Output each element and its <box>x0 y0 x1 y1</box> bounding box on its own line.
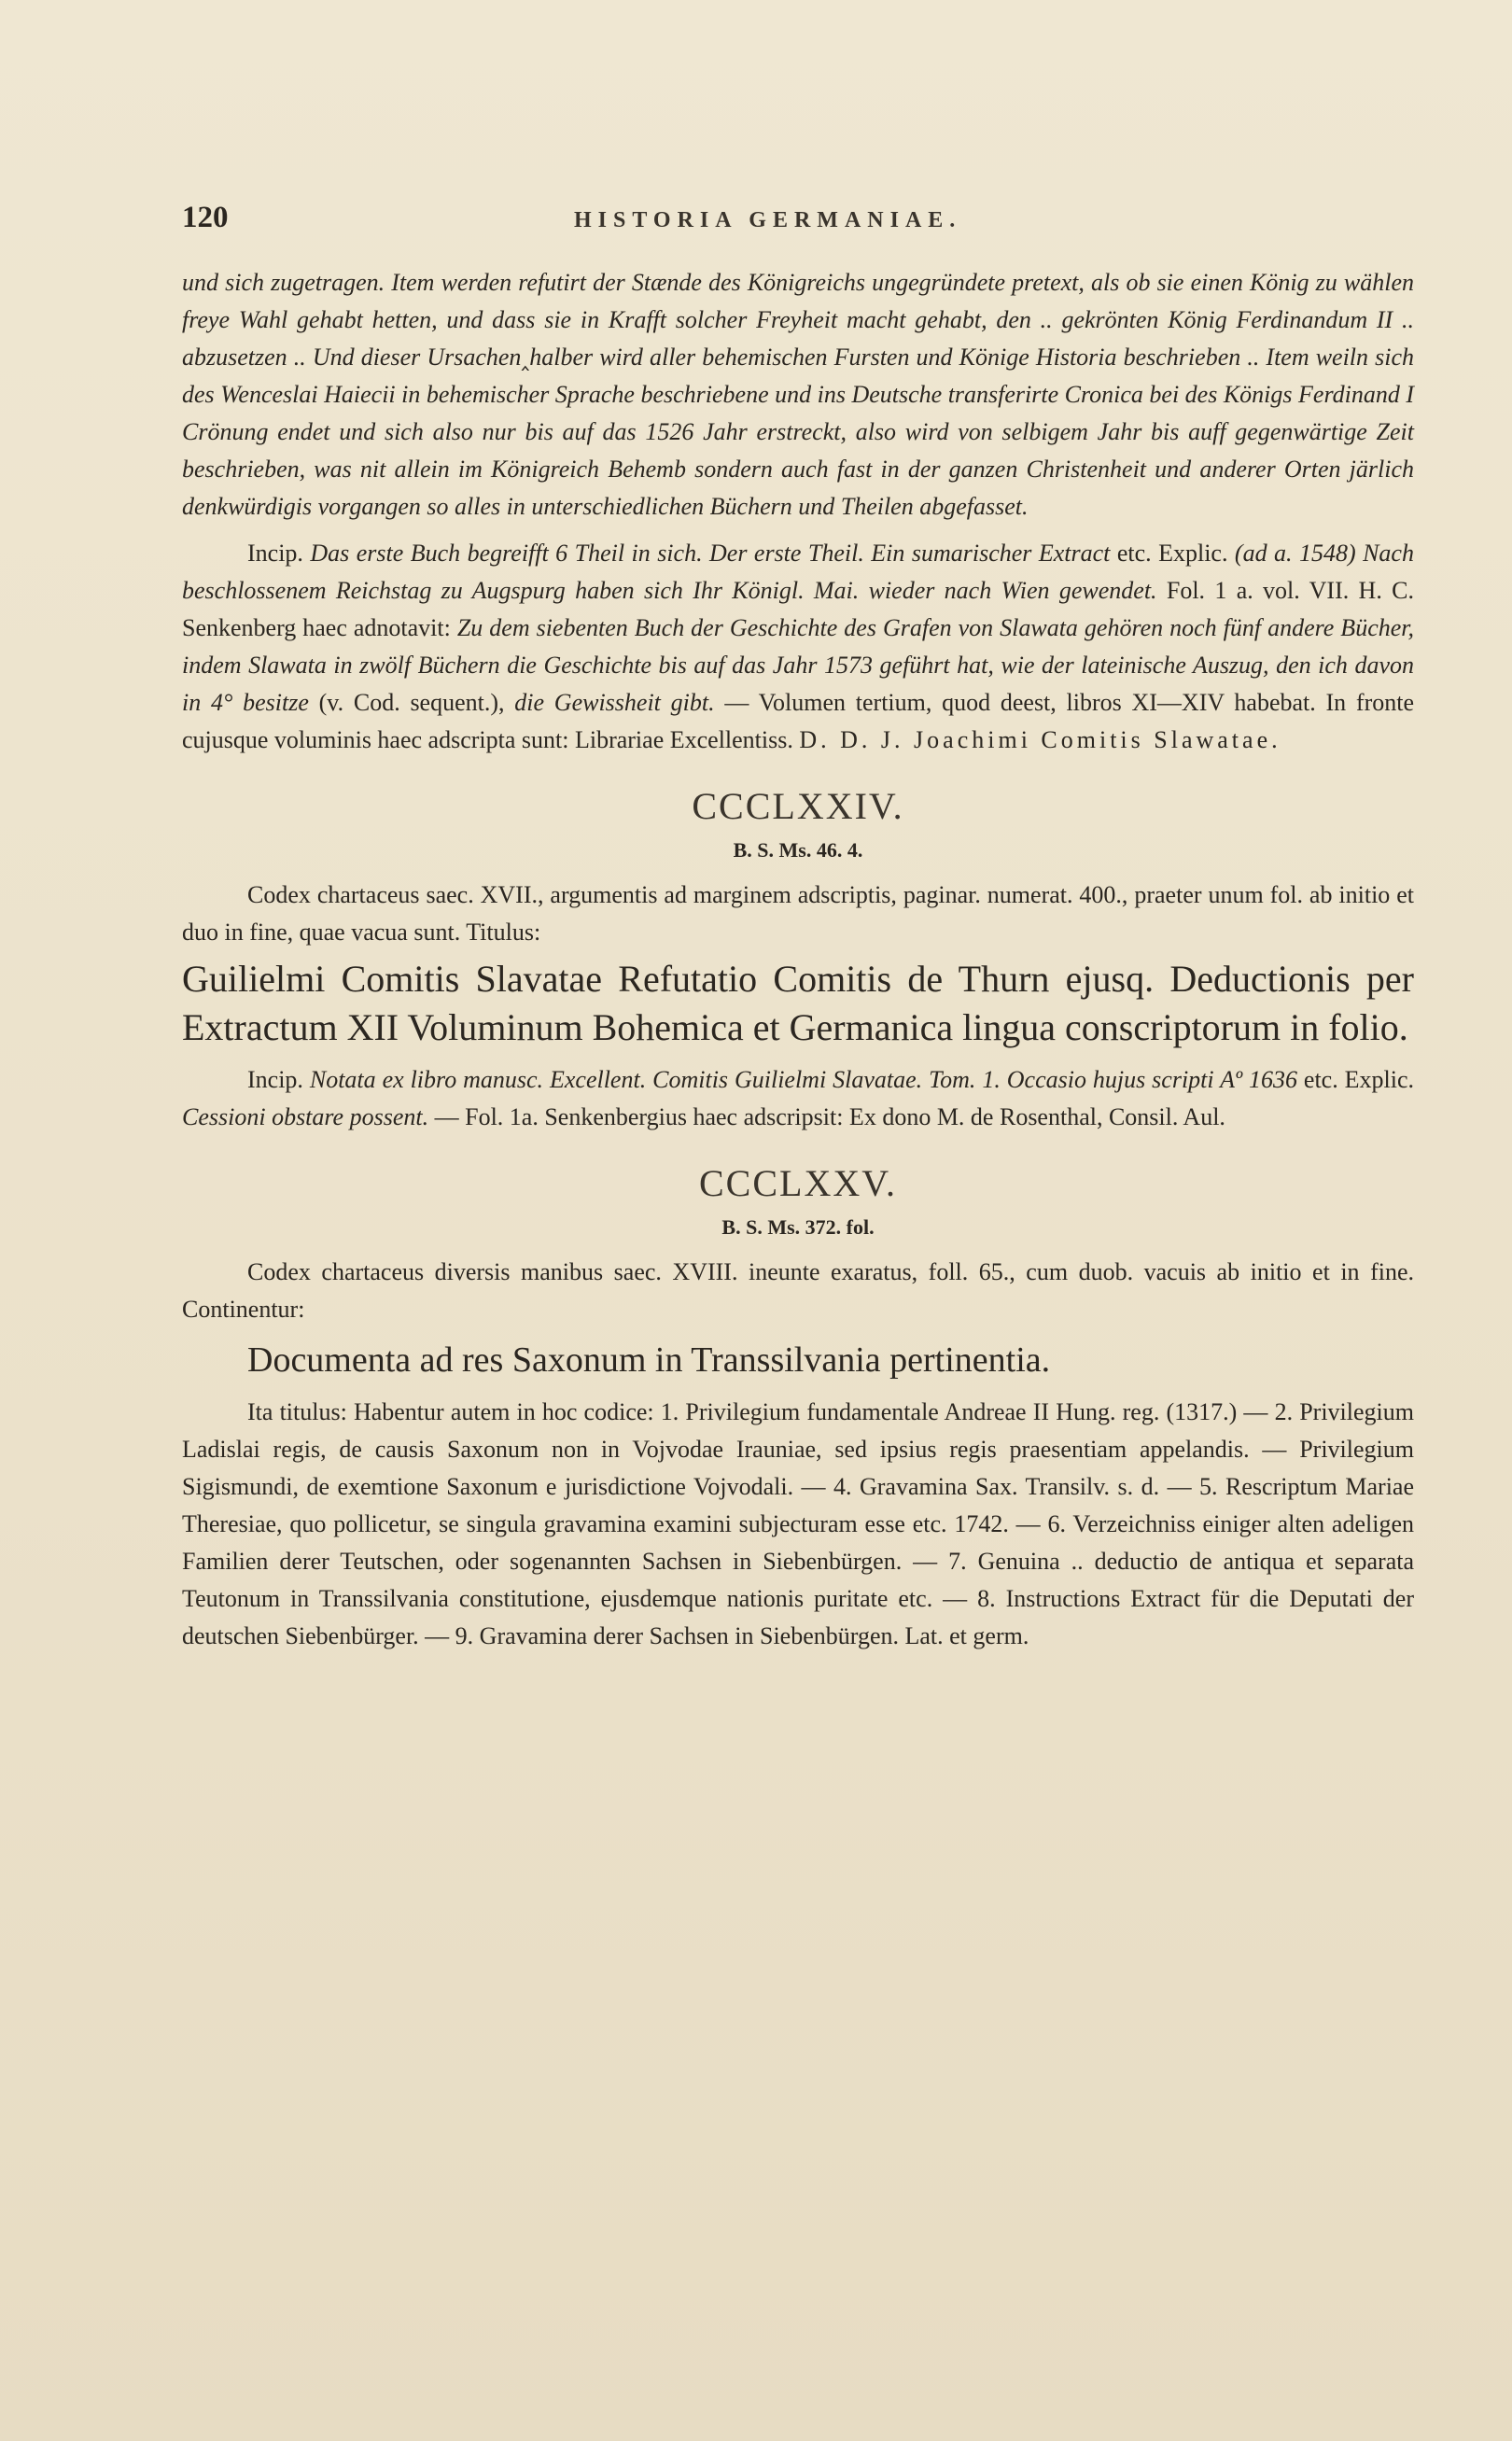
incipit-text <box>182 535 1414 759</box>
entry-cccLxxv <box>182 1157 1414 1655</box>
running-head <box>182 201 1414 247</box>
fol-note: Fol. 1 a. vol. VII. H. C. Senkenberg haec adnotavit: <box>182 577 1414 641</box>
etc-explic: etc. Explic. <box>1303 1066 1415 1093</box>
entry-number: CCCLXXIV. <box>692 785 904 827</box>
fol-note: — Fol. 1a. Senkenbergius haec adscripsit: Ex dono M. de Rosenthal, Consil. Aul. <box>434 1103 1225 1130</box>
incipit-paragraph <box>182 535 1414 759</box>
entry-description: Codex chartaceus diversis manibus saec. XVIII. ineunte exaratus, foll. 65., cum duob. vacuis ab initio et in fine. Continentur: <box>182 1258 1414 1323</box>
owner-note: D. D. J. Joachimi Comitis Slawatae. <box>799 726 1281 753</box>
page-number: 120 <box>182 201 229 234</box>
entry-title: Documenta ad res Saxonum in Transsilvania pertinentia. <box>247 1340 1051 1380</box>
page-content <box>182 201 1414 1655</box>
incip-quote: Das erste Buch begreifft 6 Theil in sich. Der erste Theil. Ein sumarischer Extract <box>310 540 1111 567</box>
etc-explic: etc. Explic. <box>1116 540 1228 567</box>
cod-ref: (v. Cod. sequent.), <box>318 689 505 716</box>
explic-quote: Cessioni obstare possent. <box>182 1103 429 1130</box>
incip-label: Incip. <box>247 540 303 567</box>
senkenberg-quote: Zu dem siebenten Buch der Geschichte des Grafen von Slawata gehören noch fünf andere Bücher, indem Slawata in zwölf Büchern die Geschichte bis auf das Jahr 1573 geführt hat, wie der lateinische Auszug, den ich davon in 4° besitze <box>182 614 1415 716</box>
entry-title: Guilielmi Comitis Slavatae Refutatio Comitis de Thurn ejusq. Deductionis per Extractum XII Voluminum Bohemica et Germanica lingua conscriptorum in folio. <box>182 958 1414 1048</box>
continuation-paragraph <box>182 264 1414 526</box>
entry-description: Codex chartaceus saec. XVII., argumentis ad marginem adscriptis, paginar. numerat. 400., praeter unum fol. ab initio et duo in fine, quae vacua sunt. Titulus: <box>182 881 1414 946</box>
explic-quote: (ad a. 1548) Nach beschlossenem Reichstag zu Augspurg haben sich Ihr Königl. Mai. wieder nach Wien gewendet. <box>182 540 1414 604</box>
running-title: HISTORIA GERMANIAE. <box>574 208 962 232</box>
entry-shelfmark: B. S. Ms. 372. fol. <box>721 1215 875 1239</box>
incip-label: Incip. <box>247 1066 303 1093</box>
entry-incipit <box>182 1061 1414 1136</box>
entry-shelfmark: B. S. Ms. 46. 4. <box>733 838 863 862</box>
gewissheit: die Gewissheit gibt. <box>514 689 715 716</box>
volumen-note: — Volumen tertium, quod deest, libros XI—XIV habebat. In fronte cujusque voluminis haec adscripta sunt: Librariae Excellentiss. <box>182 689 1414 753</box>
entry-number: CCCLXXV. <box>699 1162 897 1204</box>
incip-quote: Notata ex libro manusc. Excellent. Comitis Guilielmi Slavatae. Tom. 1. Occasio hujus scripti Aº 1636 <box>309 1066 1297 1093</box>
continuation-text: und sich zugetragen. Item werden refutirt der Stænde des Königreichs ungegründete pretext, als ob sie einen König zu wählen freye Wahl gehabt hetten, und dass sie in Krafft solcher Freyheit macht gehabt, den .. gekrönten König Ferdinandum II .. abzusetzen .. Und dieser Ursachen‸halber wird aller behemischen Fursten und Könige Historia beschrieben .. Item weiln sich des Wenceslai Haiecii in behemischer Sprache beschriebene und ins Deutsche transferirte Cronica bei des Königs Ferdinand I Crönung endet und sich also nur bis auf das 1526 Jahr erstreckt, also wird von selbigem Jahr bis auff gegenwärtige Zeit beschrieben, was nit allein im Königreich Behemb sondern auch fast in der ganzen Christenheit und anderer Orten järlich denkwürdigis vorgangen so alles in unterschiedlichen Büchern und Theilen abgefasset. <box>182 269 1414 520</box>
entry-contents: Ita titulus: Habentur autem in hoc codice: 1. Privilegium fundamentale Andreae II Hung. reg. (1317.) — 2. Privilegium Ladislai regis, de causis Saxonum non in Vojvodae Irauniae, sed ipsius regis praesentiam appelandis. — Privilegium Sigismundi, de exemtione Saxonum e jurisdictione Vojvodali. — 4. Gravamina Sax. Transilv. s. d. — 5. Rescriptum Mariae Theresiae, quo pollicetur, se singula gravamina examini subjecturam esse etc. 1742. — 6. Verzeichniss einiger alten adeligen Familien derer Teutschen, oder sogenannten Sachsen in Siebenbürgen. — 7. Genuina .. deductio de antiqua et separata Teutonum in Transsilvania constitutione, ejusdemque nationis puritate etc. — 8. Instructions Extract für die Deputati der deutschen Siebenbürger. — 9. Gravamina derer Sachsen in Siebenbürgen. Lat. et germ. <box>182 1398 1414 1649</box>
entry-cccLxxiv <box>182 779 1414 1136</box>
